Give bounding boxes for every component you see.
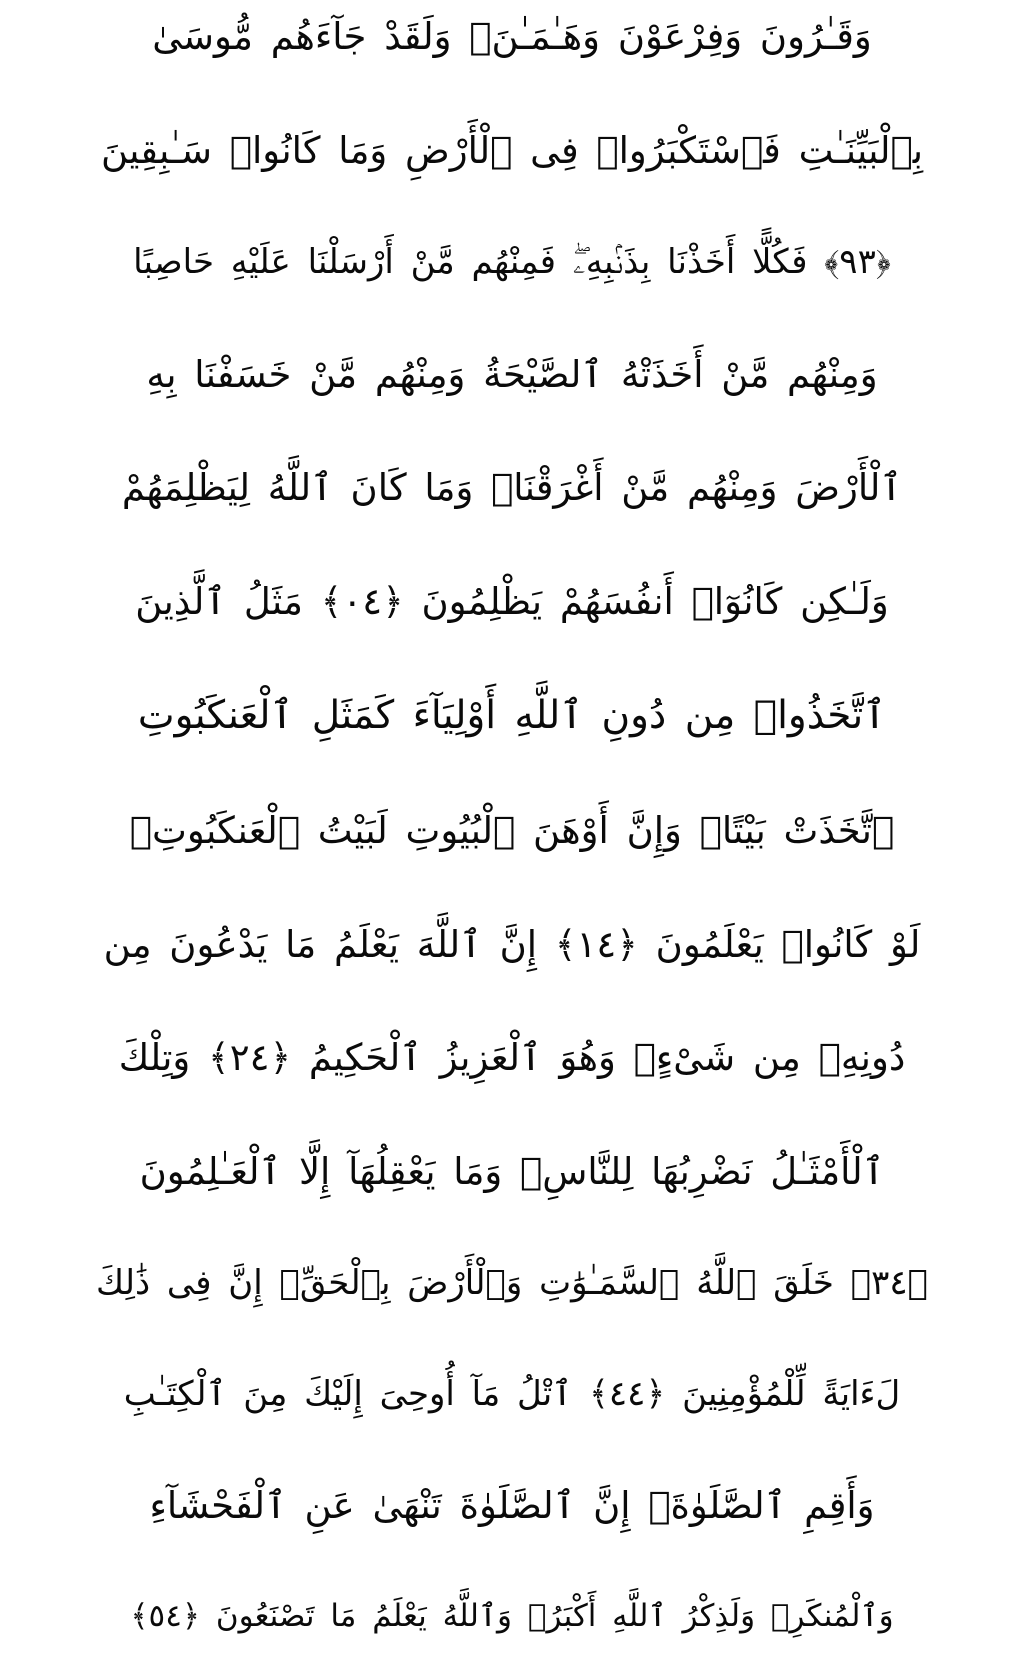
quran-line: وَلَـٰكِن كَانُوٓا۟ أَنفُسَهُمْ يَظْلِمُونَ ﴿٤٠﴾ مَثَلُ ٱلَّذِينَ [135,579,889,623]
quran-line: لَءَايَةً لِّلْمُؤْمِنِينَ ﴿٤٤﴾ ٱتْلُ مَآ أُوحِىَ إِلَيْكَ مِنَ ٱلْكِتَـٰبِ [123,1373,901,1414]
quran-line: ﴿٤٣﴾ خَلَقَ ٱللَّهُ ٱلسَّمَـٰوَٰتِ وَٱلْأَرْضَ بِٱلْحَقِّۚ إِنَّ فِى ذَٰلِكَ [95,1263,929,1304]
quran-line: ٱتَّخَذُوا۟ مِن دُونِ ٱللَّهِ أَوْلِيَآءَ كَمَثَلِ ٱلْعَنكَبُوتِ [137,693,887,739]
quran-line: دُونِهِۦ مِن شَىْءٍۚ وَهُوَ ٱلْعَزِيزُ ٱلْحَكِيمُ ﴿٤٢﴾ وَتِلْكَ [118,1036,906,1080]
quran-line: بِٱلْبَيِّنَـٰتِ فَٱسْتَكْبَرُوا۟ فِى ٱلْأَرْضِ وَمَا كَانُوا۟ سَـٰبِقِينَ [100,128,924,172]
quran-line: وَٱلْمُنكَرِۗ وَلَذِكْرُ ٱللَّهِ أَكْبَرُۗ وَٱللَّهُ يَعْلَمُ مَا تَصْنَعُونَ ﴿٤٥﴾ [130,1597,894,1634]
quran-line: وَأَقِمِ ٱلصَّلَوٰةَۖ إِنَّ ٱلصَّلَوٰةَ تَنْهَىٰ عَنِ ٱلْفَحْشَآءِ [149,1484,875,1528]
quran-line: ﴿٣٩﴾ فَكُلًّا أَخَذْنَا بِذَنۢبِهِۦۖ فَمِنْهُم مَّنْ أَرْسَلْنَا عَلَيْهِ حَاصِبًا [133,242,891,283]
quran-line: ٱلْأَرْضَ وَمِنْهُم مَّنْ أَغْرَقْنَاۚ وَمَا كَانَ ٱللَّهُ لِيَظْلِمَهُمْ [121,466,903,510]
quran-line: وَقَـٰرُونَ وَفِرْعَوْنَ وَهَـٰمَـٰنَۖ وَلَقَدْ جَآءَهُم مُّوسَىٰ [152,15,872,58]
quran-line: ٱتَّخَذَتْ بَيْتًاۖ وَإِنَّ أَوْهَنَ ٱلْبُيُوتِ لَبَيْتُ ٱلْعَنكَبُوتِۖ [129,808,895,852]
quran-line: ٱلْأَمْثَـٰلُ نَضْرِبُهَا لِلنَّاسِۖ وَمَا يَعْقِلُهَآ إِلَّا ٱلْعَـٰلِمُونَ [139,1149,885,1193]
quran-line: وَمِنْهُم مَّنْ أَخَذَتْهُ ٱلصَّيْحَةُ وَمِنْهُم مَّنْ خَسَفْنَا بِهِ [146,352,878,396]
quran-line: لَوْ كَانُوا۟ يَعْلَمُونَ ﴿٤١﴾ إِنَّ ٱللَّهَ يَعْلَمُ مَا يَدْعُونَ مِن [103,922,921,966]
quran-text-block [36,15,988,1634]
